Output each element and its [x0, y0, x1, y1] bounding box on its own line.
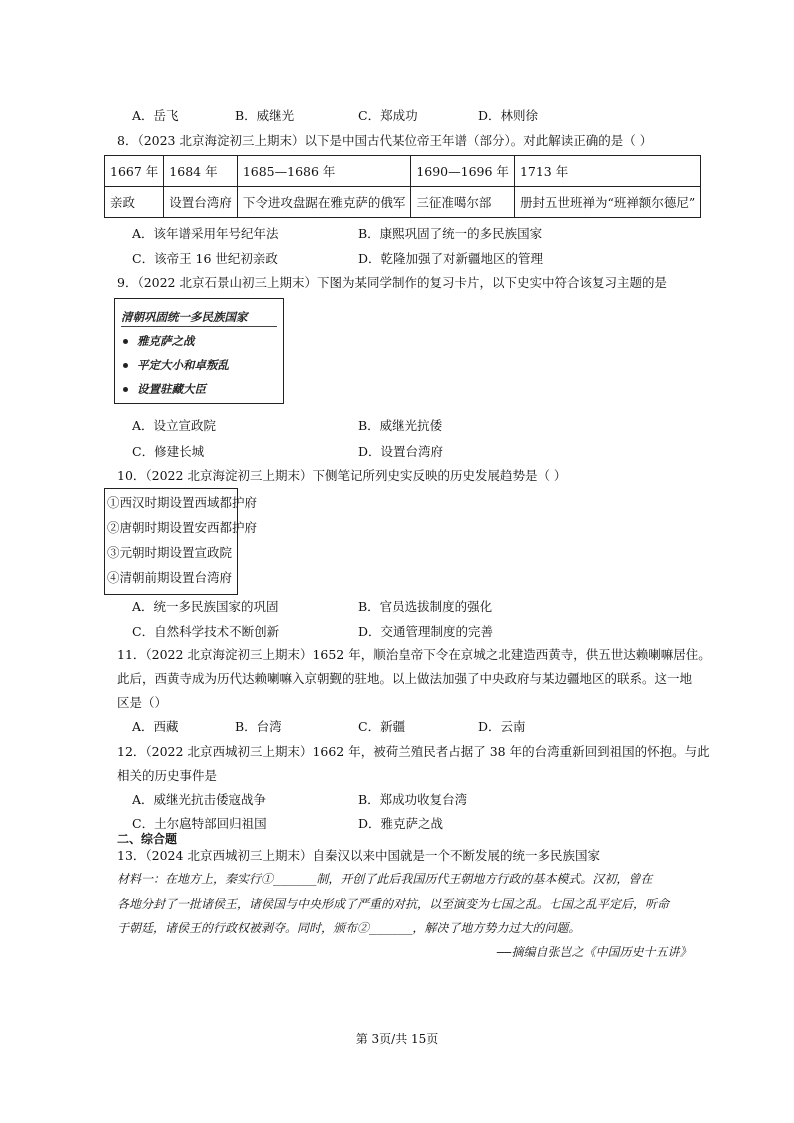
- q11-stem-line: 此后，西黄寺成为历代达赖喇嘛入京朝觐的驻地。以上做法加强了中央政府与某边疆地区的联系。这一地: [117, 671, 693, 686]
- q10-option-b: B．官员选拔制度的强化: [358, 599, 493, 614]
- q9-stem: 9．（2022 北京石景山初三上期末）下图为某同学制作的复习卡片，以下史实中符合该复习主题的是: [117, 275, 667, 290]
- table-cell: 1690—1696 年: [411, 156, 515, 187]
- q8-events-row: [105, 187, 701, 218]
- q12-option-b: B．郑成功收复台湾: [358, 792, 468, 807]
- table-cell: 三征准噶尔部: [411, 187, 515, 218]
- list-item: ④清朝前期设置台湾府: [107, 570, 233, 585]
- list-item: [123, 357, 229, 373]
- review-card-title: 清朝巩固统一多民族国家: [121, 310, 248, 324]
- material-line: 材料一：在地方上，秦实行①______制，开创了此后我国历代王朝地方行政的基本模式。汉初，曾在: [117, 872, 653, 886]
- list-item: ①西汉时期设置西域都护府: [107, 495, 258, 510]
- q7-option-a: A．岳飞: [132, 108, 179, 123]
- table-cell: 亲政: [105, 187, 164, 218]
- material-line: 各地分封了一批诸侯王，诸侯国与中央形成了严重的对抗，以至演变为七国之乱。七国之乱平定后，听命: [117, 897, 670, 911]
- q9-option-a: A．设立宣政院: [132, 418, 217, 433]
- q11-option-a: A．西藏: [132, 719, 179, 734]
- bullet-icon: [123, 387, 128, 392]
- bullet-icon: [123, 363, 128, 368]
- q11-option-b: B．台湾: [235, 719, 282, 734]
- q8-option-d: D．乾隆加强了对新疆地区的管理: [358, 251, 544, 266]
- list-item-text: 雅克萨之战: [137, 334, 195, 348]
- table-cell: 册封五世班禅为“班禅额尔德尼”: [514, 187, 700, 218]
- q7-option-c: C．郑成功: [358, 108, 418, 123]
- q8-stem: 8．（2023 北京海淀初三上期末）以下是中国古代某位帝王年谱（部分）。对此解读正确的是（ ）: [117, 133, 653, 148]
- list-item: ③元朝时期设置宣政院: [107, 545, 233, 560]
- table-cell: 设置台湾府: [164, 187, 238, 218]
- list-item: ②唐朝时期设置安西都护府: [107, 520, 258, 535]
- q8-years-row: [105, 156, 701, 187]
- q10-option-d: D．交通管理制度的完善: [358, 624, 494, 639]
- list-item: [123, 381, 206, 397]
- q9-option-c: C．修建长城: [132, 444, 205, 459]
- q8-option-c: C．该帝王 16 世纪初亲政: [132, 251, 278, 266]
- q10-option-a: A．统一多民族国家的巩固: [132, 599, 279, 614]
- material-line: 于朝廷，诸侯王的行政权被剥夺。同时，颁布②______，解决了地方势力过大的问题。: [117, 921, 581, 935]
- q8-option-b: B．康熙巩固了统一的多民族国家: [358, 226, 543, 241]
- q9-option-b: B．威继光抗倭: [358, 418, 443, 433]
- q12-stem-line: 12．（2022 北京西城初三上期末）1662 年，被荷兰殖民者占据了 38 年的台湾重新回到祖国的怀抱。与此: [117, 744, 710, 759]
- study-notes-box: [104, 488, 258, 595]
- q11-stem-line: 区是（）: [117, 695, 168, 710]
- section-heading: 二、综合题: [117, 832, 178, 846]
- table-cell: 1685—1686 年: [237, 156, 411, 187]
- table-cell: 1684 年: [164, 156, 238, 187]
- list-item-text: 平定大小和卓叛乱: [137, 358, 229, 372]
- q10-stem: 10．（2022 北京海淀初三上期末）下侧笔记所列史实反映的历史发展趋势是（ ）: [117, 468, 567, 483]
- q8-reign-table: [104, 155, 701, 218]
- q13-stem: 13．（2024 北京西城初三上期末）自秦汉以来中国就是一个不断发展的统一多民族国家: [117, 848, 600, 863]
- q11-option-d: D．云南: [478, 719, 526, 734]
- q8-option-a: A．该年谱采用年号纪年法: [132, 226, 279, 241]
- q9-option-d: D．设置台湾府: [358, 444, 444, 459]
- q12-option-c: C．土尔扈特部回归祖国: [132, 816, 267, 831]
- list-item: [123, 333, 195, 349]
- divider: [121, 326, 277, 327]
- review-card: [114, 298, 284, 404]
- q12-option-a: A．威继光抗击倭寇战争: [132, 792, 267, 807]
- table-cell: 1667 年: [105, 156, 164, 187]
- bullet-icon: [123, 339, 128, 344]
- q12-stem-line: 相关的历史事件是: [117, 768, 218, 783]
- table-cell: 下令进攻盘踞在雅克萨的俄军: [237, 187, 411, 218]
- q11-option-c: C．新疆: [358, 719, 406, 734]
- q10-option-c: C．自然科学技术不断创新: [132, 624, 280, 639]
- list-item-text: 设置驻藏大臣: [137, 382, 206, 396]
- q12-option-d: D．雅克萨之战: [358, 816, 444, 831]
- q7-option-b: B．威继光: [235, 108, 295, 123]
- material-source: ——摘编自张岂之《中国历史十五讲》: [497, 945, 692, 959]
- page-number: 第 3页/共 15页: [355, 1032, 439, 1046]
- table-cell: 1713 年: [514, 156, 700, 187]
- q11-stem-line: 11．（2022 北京海淀初三上期末）1652 年，顺治皇帝下令在京城之北建造西黄寺，供五世达赖喇嘛居住。: [117, 647, 711, 662]
- q7-option-d: D．林则徐: [478, 108, 539, 123]
